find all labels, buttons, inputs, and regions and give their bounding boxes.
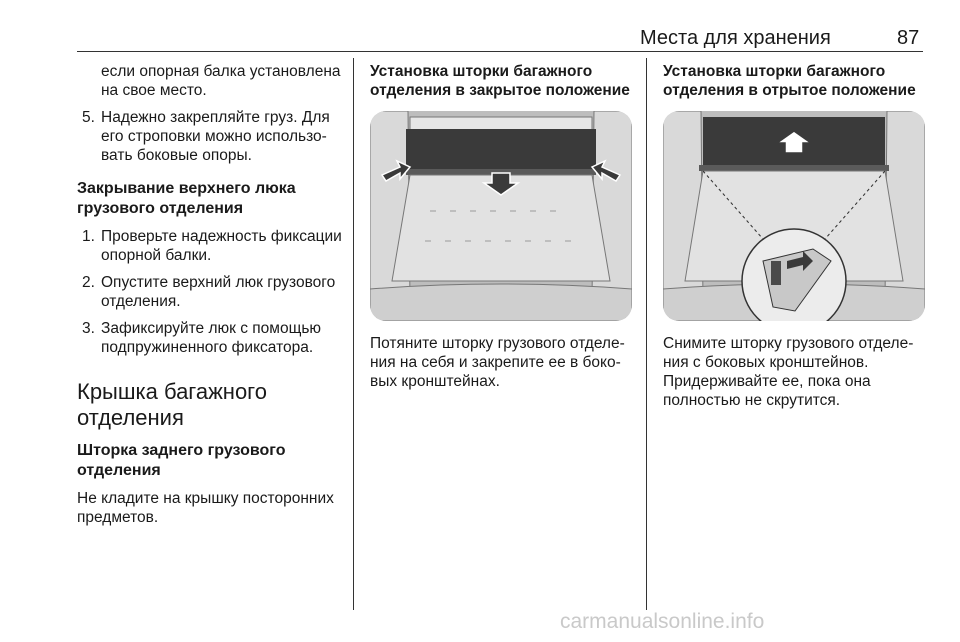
column-2 (370, 62, 632, 391)
cargo-cover-closed-illustration (370, 111, 632, 321)
header-rule (77, 51, 923, 52)
list-text: Зафиксируйте люк с помощью подпружиненного фиксатора. (101, 320, 322, 356)
list-item (77, 319, 347, 357)
list-number: 1. (82, 228, 95, 245)
list-number: 5. (82, 109, 95, 126)
watermark: carmanualsonline.info (560, 610, 765, 633)
figure-heading: Установка шторки багажного отделения в отрытое положение (663, 63, 916, 99)
list-item (77, 108, 347, 165)
column-divider-2 (646, 58, 647, 610)
continuation-text: если опорная балка установлена на свое место. (101, 63, 341, 99)
subheading: Шторка заднего грузового отделения (77, 442, 286, 479)
figure-heading: Установка шторки багажного отделения в закрытое положение (370, 63, 630, 99)
list-text: Проверьте надежность фиксации опорной балки. (101, 228, 342, 264)
page-header-title: Места для хранения (640, 27, 831, 49)
column-3 (663, 62, 925, 410)
list-text: Надежно закрепляйте груз. Для его строповки можно использовать боковые опоры. (101, 109, 330, 164)
list-number: 3. (82, 320, 95, 337)
list-number: 2. (82, 274, 95, 291)
figure-caption: Потяните шторку грузового отделения на себя и закрепите ее в боковых кронштейнах. (370, 335, 625, 390)
figure-caption: Снимите шторку грузового отделения с боковых кронштейнов. Придерживайте ее, пока она полностью не скрутится. (663, 335, 914, 409)
column-1 (77, 62, 347, 527)
list-text: Опустите верхний люк грузового отделения. (101, 274, 336, 310)
section-heading: Закрывание верхнего люка грузового отделения (77, 180, 296, 217)
cargo-cover-open-illustration (663, 111, 925, 321)
column-divider-1 (353, 58, 354, 610)
page-number: 87 (897, 27, 920, 49)
body-text: Не кладите на крышку посторонних предметов. (77, 490, 334, 526)
list-item (77, 227, 347, 265)
chapter-heading: Крышка багажного отделения (77, 379, 267, 430)
list-item (77, 273, 347, 311)
